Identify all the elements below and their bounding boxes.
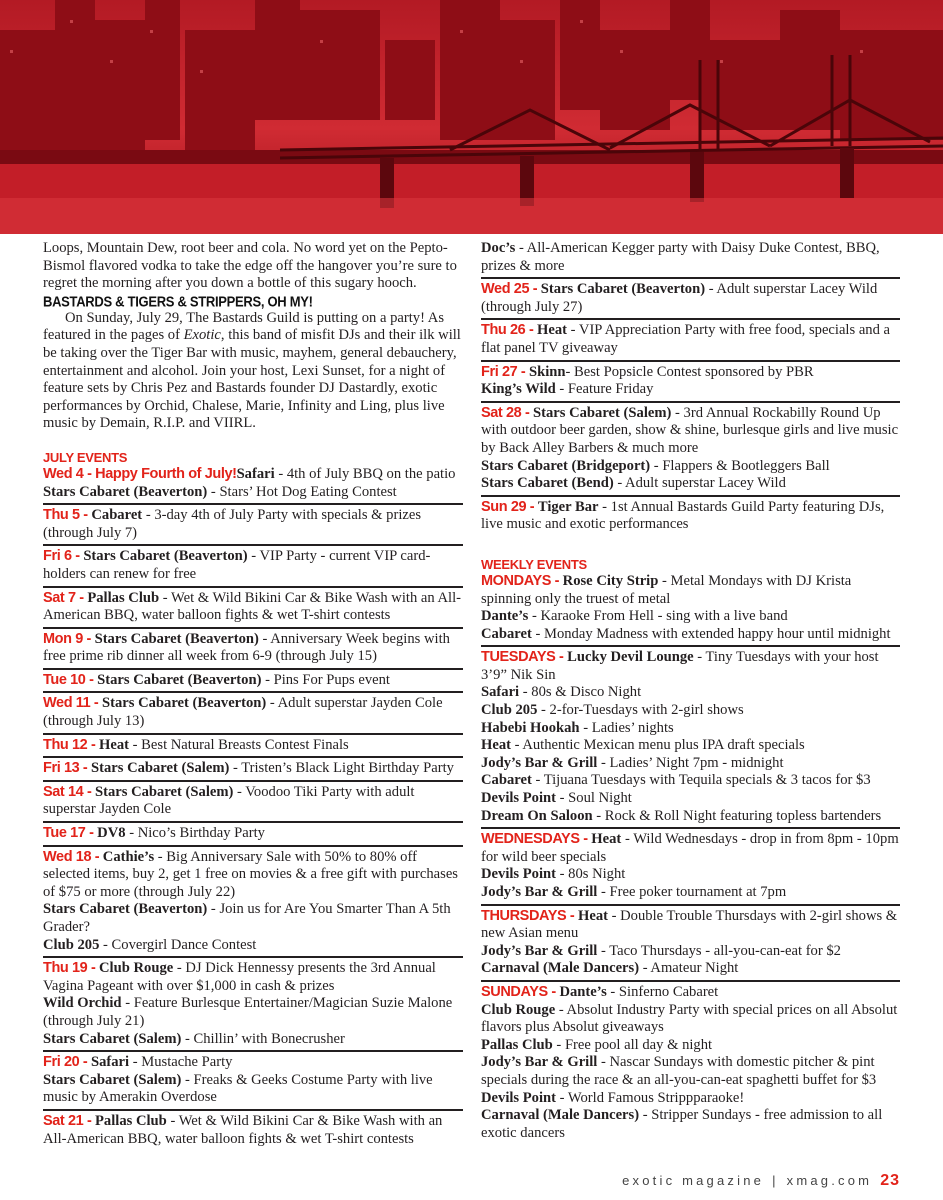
event-day: Wed 11 - bbox=[43, 695, 102, 712]
page-footer bbox=[560, 1172, 900, 1192]
event-day: Tue 17 - bbox=[43, 825, 98, 842]
event-description: - Best Natural Breasts Contest Finals bbox=[129, 736, 349, 753]
venue-name: Jody’s Bar & Grill bbox=[481, 884, 598, 900]
event-line bbox=[481, 405, 900, 458]
event-line bbox=[481, 684, 900, 702]
venue-name: Pallas Club bbox=[95, 1112, 167, 1129]
event-line bbox=[481, 364, 900, 382]
event-description: - Pins For Pups event bbox=[261, 671, 390, 688]
event-description: - Big Anniversary Sale with 50% to 80% off selected items, buy 2, get 1 free on movies & a free gift with purchases of $75 or more (through July 22) bbox=[43, 848, 458, 900]
event-line bbox=[481, 943, 900, 961]
event-line bbox=[481, 1037, 900, 1055]
publication-name: exotic magazine bbox=[622, 1173, 765, 1188]
event-line bbox=[481, 281, 900, 316]
event-line bbox=[43, 901, 463, 936]
event-description: - Amateur Night bbox=[639, 960, 739, 977]
page-number: 23 bbox=[880, 1172, 900, 1189]
venue-name: Wild Orchid bbox=[43, 995, 122, 1012]
venue-name: Club Rouge bbox=[481, 1001, 556, 1018]
venue-name: Stars Cabaret (Beaverton) bbox=[43, 483, 208, 500]
venue-name: Stars Cabaret (Salem) bbox=[95, 783, 234, 800]
event-line bbox=[43, 737, 463, 755]
event-description: - Tristen’s Black Light Birthday Party bbox=[229, 760, 454, 777]
event-block bbox=[43, 1113, 463, 1150]
event-day: Sat 7 - bbox=[43, 589, 88, 606]
event-line bbox=[481, 608, 900, 626]
event-day: Wed 18 - bbox=[43, 848, 103, 865]
event-block bbox=[43, 760, 463, 782]
event-description: - 4th of July BBQ on the patio bbox=[274, 465, 456, 482]
event-day: Thu 19 - bbox=[43, 960, 100, 977]
venue-name: Safari bbox=[90, 1054, 130, 1071]
event-description: - Adult superstar Lacey Wild (through July 27) bbox=[481, 281, 878, 315]
event-block bbox=[43, 672, 463, 694]
event-description: - Tijuana Tuesdays with Tequila specials & 3 tacos for $3 bbox=[531, 772, 871, 789]
event-description: - Authentic Mexican menu plus IPA draft specials bbox=[511, 737, 805, 754]
bastards-paragraph: On Sunday, July 29, The Bastards Guild is putting on a party! As featured in the pages of Exotic, this band of misfit DJs and their ilk will be taking over the Tiger Bar with music, mayhem, general debauchery, entertainment and alcohol. Join your host, Lexi Sunset, for a night of feature sets by Chris Pez and Bastards founder DJ Dastardly, exotic performances by Orchid, Chalese, Marie, Infinity and Ling, plus live music by Demain, R.I.P. and VIIRL. bbox=[43, 309, 461, 432]
event-line bbox=[43, 484, 463, 502]
event-description: - Karaoke From Hell - sing with a live band bbox=[528, 608, 788, 625]
event-description: - 2-for-Tuesdays with 2-girl shows bbox=[537, 702, 744, 719]
event-description: - DJ Dick Hennessy presents the 3rd Annual Vagina Pageant with over $1,000 in cash & prizes bbox=[43, 960, 436, 994]
event-block bbox=[43, 507, 463, 546]
venue-name: Dante’s bbox=[559, 983, 607, 1000]
venue-name: DV8 bbox=[97, 825, 126, 842]
venue-name: Dream On Saloon bbox=[481, 807, 593, 824]
event-description: - VIP Appreciation Party with free food, specials and a flat panel TV giveaway bbox=[481, 322, 891, 356]
event-day: Sat 21 - bbox=[43, 1112, 96, 1129]
venue-name: Safari bbox=[481, 684, 520, 701]
event-line bbox=[43, 784, 463, 819]
event-line bbox=[481, 499, 900, 534]
event-description: - 1st Annual Bastards Guild Party featuring DJs, live music and exotic performances bbox=[481, 498, 885, 533]
event-description: - Freaks & Geeks Costume Party with live music by Amerakin Overdose bbox=[43, 1071, 433, 1106]
event-line bbox=[481, 475, 900, 493]
venue-name: Heat bbox=[577, 907, 608, 924]
event-line bbox=[43, 1113, 463, 1148]
event-block bbox=[43, 737, 463, 759]
event-description: - Join us for Are You Smarter Than A 5th Grader? bbox=[43, 901, 451, 935]
event-block bbox=[43, 695, 463, 734]
venue-name: Stars Cabaret (Salem) bbox=[43, 1030, 182, 1047]
event-description: - Mustache Party bbox=[129, 1054, 233, 1071]
weekly-events-list bbox=[481, 573, 900, 1144]
event-line bbox=[43, 590, 463, 625]
venue-name: Cabaret bbox=[91, 507, 143, 524]
venue-name: Stars Cabaret (Beaverton) bbox=[97, 671, 262, 688]
intro-paragraph: Loops, Mountain Dew, root beer and cola. No word yet on the Pepto-Bismol flavored vodka to take the edge off the hangover you’re sure to regret the morning after you down a bottle of this sugary hooch. bbox=[43, 240, 457, 292]
event-day: WEDNESDAYS - bbox=[481, 831, 592, 848]
venue-name: Stars Cabaret (Salem) bbox=[90, 760, 230, 777]
event-day: Thu 5 - bbox=[43, 507, 92, 524]
event-line bbox=[481, 790, 900, 808]
event-block bbox=[43, 784, 463, 823]
venue-name: Stars Cabaret (Bridgeport) bbox=[481, 457, 651, 474]
venue-name: Stars Cabaret (Beaverton) bbox=[102, 695, 267, 712]
event-line bbox=[43, 825, 463, 843]
weekly-events-heading: WEEKLY EVENTS bbox=[481, 556, 587, 572]
event-block bbox=[43, 466, 463, 505]
event-description: - Anniversary Week begins with free prime rib dinner all week from 6-9 (through July 15) bbox=[43, 630, 450, 665]
venue-name: Stars Cabaret (Salem) bbox=[533, 404, 672, 421]
event-day: Tue 10 - bbox=[43, 671, 98, 688]
event-line bbox=[481, 626, 900, 644]
event-description: - Wild Wednesdays - drop in from 8pm - 10pm for wild beer specials bbox=[481, 831, 899, 865]
event-description: - 3-day 4th of July Party with specials & prizes (through July 7) bbox=[43, 507, 422, 541]
event-block bbox=[481, 649, 900, 829]
event-block bbox=[43, 590, 463, 629]
venue-name: Heat bbox=[481, 737, 511, 754]
event-day: Wed 4 - Happy Fourth of July! bbox=[43, 465, 237, 482]
event-description: - Best Popsicle Contest sponsored by PBR bbox=[565, 363, 814, 380]
event-description: - 80s Night bbox=[556, 866, 626, 883]
left-column bbox=[43, 240, 463, 1152]
event-line bbox=[481, 720, 900, 738]
venue-name: Devils Point bbox=[481, 790, 556, 807]
venue-name: Stars Cabaret (Beaverton) bbox=[43, 901, 208, 918]
event-line bbox=[481, 458, 900, 476]
event-line bbox=[481, 1002, 900, 1037]
event-line bbox=[481, 772, 900, 790]
venue-name: Stars Cabaret (Beaverton) bbox=[540, 281, 706, 298]
event-day: MONDAYS - bbox=[481, 572, 563, 589]
event-description: - Flappers & Bootleggers Ball bbox=[650, 457, 830, 474]
event-description: - Feature Friday bbox=[555, 381, 654, 398]
event-line bbox=[481, 737, 900, 755]
event-day: Wed 25 - bbox=[481, 281, 541, 298]
event-description: - VIP Party - current VIP card-holders can renew for free bbox=[43, 548, 431, 582]
venue-name: Lucky Devil Lounge bbox=[567, 649, 694, 666]
event-day: Thu 12 - bbox=[43, 736, 100, 753]
event-line bbox=[481, 960, 900, 978]
event-block bbox=[481, 831, 900, 905]
event-line bbox=[43, 466, 463, 484]
event-line bbox=[43, 937, 463, 955]
event-block bbox=[481, 499, 900, 536]
event-description: - Double Trouble Thursdays with 2-girl shows & new Asian menu bbox=[481, 907, 898, 942]
venue-name: Jody’s Bar & Grill bbox=[481, 754, 598, 771]
event-line bbox=[481, 1054, 900, 1089]
venue-name: Devils Point bbox=[481, 1089, 556, 1106]
event-block bbox=[43, 1054, 463, 1111]
event-description: - 80s & Disco Night bbox=[519, 684, 642, 701]
event-description: - Absolut Industry Party with special prices on all Absolut flavors plus Absolut giveaways bbox=[481, 1001, 898, 1036]
venue-name: Cabaret bbox=[481, 625, 532, 642]
event-line bbox=[481, 808, 900, 826]
event-block bbox=[43, 825, 463, 847]
venue-name: Skinn bbox=[528, 363, 566, 380]
event-line bbox=[43, 1054, 463, 1072]
footer-separator: | bbox=[772, 1173, 779, 1188]
venue-name: Club Rouge bbox=[99, 960, 174, 977]
event-day: Fri 13 - bbox=[43, 760, 91, 777]
venue-name: Stars Cabaret (Bend) bbox=[481, 475, 614, 492]
event-block bbox=[43, 548, 463, 587]
event-line bbox=[481, 884, 900, 902]
event-description: - Rock & Roll Night featuring topless bartenders bbox=[592, 807, 882, 824]
event-line bbox=[481, 322, 900, 357]
event-line bbox=[481, 831, 900, 866]
event-line bbox=[481, 866, 900, 884]
event-line bbox=[481, 1090, 900, 1108]
event-description: - Stripper Sundays - free admission to all exotic dancers bbox=[481, 1107, 883, 1141]
venue-name: King’s Wild bbox=[481, 381, 556, 398]
event-description: - Nico’s Birthday Party bbox=[125, 825, 265, 842]
venue-name: Pallas Club bbox=[87, 589, 160, 606]
event-day: THURSDAYS - bbox=[481, 907, 578, 924]
event-description: - Ladies’ nights bbox=[579, 719, 674, 736]
event-line bbox=[43, 760, 463, 778]
event-description: - Covergirl Dance Contest bbox=[99, 936, 257, 953]
event-line bbox=[43, 695, 463, 730]
event-day: SUNDAYS - bbox=[481, 983, 560, 1000]
event-line bbox=[43, 849, 463, 902]
event-description: - Soul Night bbox=[556, 790, 632, 807]
event-description: - Voodoo Tiki Party with adult superstar Jayden Cole bbox=[43, 783, 415, 818]
venue-name: Club 205 bbox=[481, 702, 538, 719]
event-day: Fri 6 - bbox=[43, 548, 84, 565]
event-description: - World Famous Strippparaoke! bbox=[556, 1089, 745, 1106]
venue-name: Heat bbox=[99, 736, 130, 753]
event-description: - Nascar Sundays with domestic pitcher & pint specials during the race & an all-you-can-eat spaghetti buffet for $3 bbox=[481, 1054, 877, 1088]
section-heading: BASTARDS & TIGERS & STRIPPERS, OH MY! bbox=[43, 292, 313, 310]
event-description: - Ladies’ Night 7pm - midnight bbox=[597, 754, 784, 771]
event-line bbox=[43, 548, 463, 583]
event-description: - Monday Madness with extended happy hour until midnight bbox=[531, 625, 891, 642]
city-skyline-photo bbox=[0, 0, 943, 234]
event-day: TUESDAYS - bbox=[481, 649, 568, 666]
event-description: - Chillin’ with Bonecrusher bbox=[181, 1030, 345, 1047]
july-events-heading: JULY EVENTS bbox=[43, 449, 128, 465]
event-day: Mon 9 - bbox=[43, 630, 95, 647]
event-line bbox=[43, 960, 463, 995]
event-day: Sat 14 - bbox=[43, 783, 96, 800]
event-description: - Wet & Wild Bikini Car & Bike Wash with an All-American BBQ, water balloon fights & wet T-shirt contests bbox=[43, 1112, 443, 1147]
event-line bbox=[481, 573, 900, 608]
venue-name: Carnaval (Male Dancers) bbox=[481, 960, 640, 977]
event-description: - Sinferno Cabaret bbox=[606, 983, 719, 1000]
event-line bbox=[481, 381, 900, 399]
event-day: Thu 26 - bbox=[481, 322, 538, 339]
venue-name: Habebi Hookah bbox=[481, 719, 580, 736]
event-description: - Wet & Wild Bikini Car & Bike Wash with an All-American BBQ, water balloon fights & wet T-shirt contests bbox=[43, 589, 462, 624]
event-line bbox=[43, 1031, 463, 1049]
event-description: - 3rd Annual Rockabilly Round Up with outdoor beer garden, show & shine, burlesque girls and live music by Back Alley Barbers & much more bbox=[481, 404, 899, 456]
event-description: - All-American Kegger party with Daisy Duke Contest, BBQ, prizes & more bbox=[481, 240, 880, 274]
event-block bbox=[481, 405, 900, 497]
event-line bbox=[481, 649, 900, 684]
event-block bbox=[481, 240, 900, 279]
event-line bbox=[43, 507, 463, 542]
event-block bbox=[481, 364, 900, 403]
event-block bbox=[481, 984, 900, 1144]
venue-name: Heat bbox=[537, 322, 568, 339]
event-block bbox=[43, 849, 463, 959]
event-description: - Adult superstar Lacey Wild bbox=[613, 475, 786, 492]
event-description: - Feature Burlesque Entertainer/Magician Suzie Malone (through July 21) bbox=[43, 995, 453, 1029]
event-description: - Taco Thursdays - all-you-can-eat for $2 bbox=[597, 942, 841, 959]
event-line bbox=[43, 1072, 463, 1107]
event-line bbox=[481, 755, 900, 773]
venue-name: Jody’s Bar & Grill bbox=[481, 1054, 598, 1071]
right-column bbox=[481, 240, 900, 1146]
venue-name: Stars Cabaret (Salem) bbox=[43, 1071, 182, 1088]
venue-name: Stars Cabaret (Beaverton) bbox=[94, 630, 259, 647]
event-description: - Free poker tournament at 7pm bbox=[597, 884, 787, 900]
venue-name: Cabaret bbox=[481, 772, 532, 789]
venue-name: Club 205 bbox=[43, 936, 100, 953]
event-block bbox=[43, 960, 463, 1052]
site-url: xmag.com bbox=[786, 1173, 873, 1188]
venue-name: Tiger Bar bbox=[537, 498, 599, 515]
venue-name: Pallas Club bbox=[481, 1036, 553, 1053]
venue-name: Devils Point bbox=[481, 866, 556, 883]
venue-name: Cathie’s bbox=[102, 848, 155, 865]
venue-name: Dante’s bbox=[481, 608, 529, 625]
venue-name: Heat bbox=[591, 831, 622, 848]
event-description: - Tiny Tuesdays with your host 3’9” Nik Sin bbox=[481, 649, 879, 683]
event-line bbox=[43, 631, 463, 666]
event-line bbox=[481, 702, 900, 720]
event-block bbox=[481, 322, 900, 361]
venue-name: Safari bbox=[236, 465, 275, 482]
venue-name: Stars Cabaret (Beaverton) bbox=[83, 548, 248, 565]
event-block bbox=[481, 573, 900, 647]
event-line bbox=[481, 984, 900, 1002]
event-block bbox=[481, 908, 900, 982]
event-day: Sat 28 - bbox=[481, 404, 534, 421]
venue-name: Rose City Strip bbox=[562, 572, 659, 589]
event-block bbox=[481, 281, 900, 320]
venue-name: Doc’s bbox=[481, 240, 516, 256]
event-line bbox=[481, 1107, 900, 1142]
event-day: Fri 27 - bbox=[481, 363, 529, 380]
event-description: - Free pool all day & night bbox=[552, 1036, 713, 1053]
event-line bbox=[43, 995, 463, 1030]
venue-name: Jody’s Bar & Grill bbox=[481, 942, 598, 959]
event-block bbox=[43, 631, 463, 670]
venue-name: Carnaval (Male Dancers) bbox=[481, 1107, 640, 1124]
july-events-continued bbox=[481, 240, 900, 536]
event-day: Fri 20 - bbox=[43, 1054, 91, 1071]
july-events-list bbox=[43, 466, 463, 1150]
event-line bbox=[481, 240, 900, 275]
event-line bbox=[481, 908, 900, 943]
event-line bbox=[43, 672, 463, 690]
event-day: Sun 29 - bbox=[481, 498, 538, 515]
event-description: - Metal Mondays with DJ Krista spinning only the truest of metal bbox=[481, 572, 852, 607]
event-description: - Stars’ Hot Dog Eating Contest bbox=[207, 483, 397, 500]
event-description: - Adult superstar Jayden Cole (through July 13) bbox=[43, 695, 443, 730]
